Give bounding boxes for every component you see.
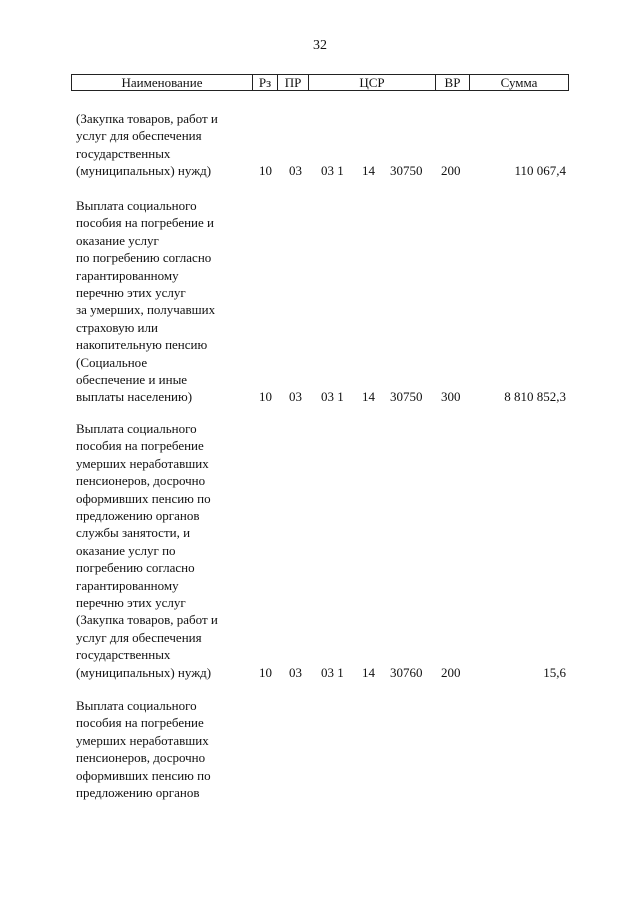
cell-rz: 10 [259,389,272,405]
row-name-line: (муниципальных) нужд) [76,163,212,179]
cell-csr-subprogram: 14 [362,389,375,405]
row-name [76,110,256,180]
row-name-line: пенсионеров, досрочно [76,750,206,766]
row-name-line: погребению согласно [76,560,195,576]
cell-csr-direction: 30760 [390,664,423,680]
row-name-line: пенсионеров, досрочно [76,473,206,489]
cell-pr: 03 [289,389,302,405]
row-name-line: оказание услуг [76,232,159,248]
row-name-line: (Закупка товаров, работ и [76,612,218,628]
page-number: 32 [313,38,327,53]
row-name-line: оказание услуг по [76,542,176,558]
row-name-line: пособия на погребение [76,715,204,731]
row-name-line: государственных [76,145,171,161]
cell-csr-direction: 30750 [390,163,423,179]
row-name [76,197,256,406]
row-name-line: (муниципальных) нужд) [76,664,212,680]
row-name-line: умерших неработавших [76,732,209,748]
row-name-line: оформивших пенсию по [76,490,211,506]
row-name-line: страховую или [76,319,158,335]
row-name-line: умерших неработавших [76,455,209,471]
row-name-line: накопительную пенсию [76,337,208,353]
row-name-line: гарантированному [76,577,179,593]
cell-sum: 15,6 [543,664,566,680]
row-name-line: службы занятости, и [76,525,191,541]
header-name: Наименование [121,75,203,90]
row-name-line: предложению органов [76,785,200,801]
row-name-line: предложению органов [76,508,200,524]
header-csr: ЦСР [359,75,385,90]
row-name-line: Выплата социального [76,421,197,436]
row-name-line: услуг для обеспечения [76,629,202,645]
row-name-line: перечню этих услуг [76,595,186,611]
table-header [71,74,569,91]
row-name-line: выплаты населению) [76,389,193,405]
row-name-line: Выплата социального [76,198,197,213]
cell-csr-program: 03 1 [321,389,344,405]
row-name-line: обеспечение и иные [76,372,188,388]
cell-pr: 03 [289,163,302,179]
row-name-line: пособия на погребение и [76,215,214,231]
cell-vr: 200 [441,664,461,680]
cell-sum: 8 810 852,3 [504,389,566,405]
row-name-line: (Социальное [76,354,148,370]
header-sum: Сумма [500,75,538,90]
cell-sum: 110 067,4 [514,163,566,179]
cell-vr: 300 [441,389,461,405]
row-name-line: пособия на погребение [76,438,204,454]
row-name-line: услуг для обеспечения [76,128,202,144]
cell-rz: 10 [259,664,272,680]
cell-vr: 200 [441,163,461,179]
cell-csr-direction: 30750 [390,389,423,405]
row-name-line: оформивших пенсию по [76,767,211,783]
row-name-line: гарантированному [76,267,179,283]
row-name-line: Выплата социального [76,698,197,713]
cell-pr: 03 [289,664,302,680]
row-name-line: государственных [76,647,171,663]
header-rz: Рз [258,75,272,90]
header-vr: ВР [444,75,461,90]
row-name-line: по погребению согласно [76,250,212,266]
header-pr: ПР [284,75,302,90]
cell-csr-program: 03 1 [321,664,344,680]
cell-csr-subprogram: 14 [362,664,375,680]
cell-csr-program: 03 1 [321,163,344,179]
row-name-line: (Закупка товаров, работ и [76,111,218,126]
cell-rz: 10 [259,163,272,179]
row-name-line: перечню этих услуг [76,285,186,301]
row-name [76,697,256,801]
row-name-line: за умерших, получавших [76,302,216,318]
row-name [76,420,256,681]
cell-csr-subprogram: 14 [362,163,375,179]
